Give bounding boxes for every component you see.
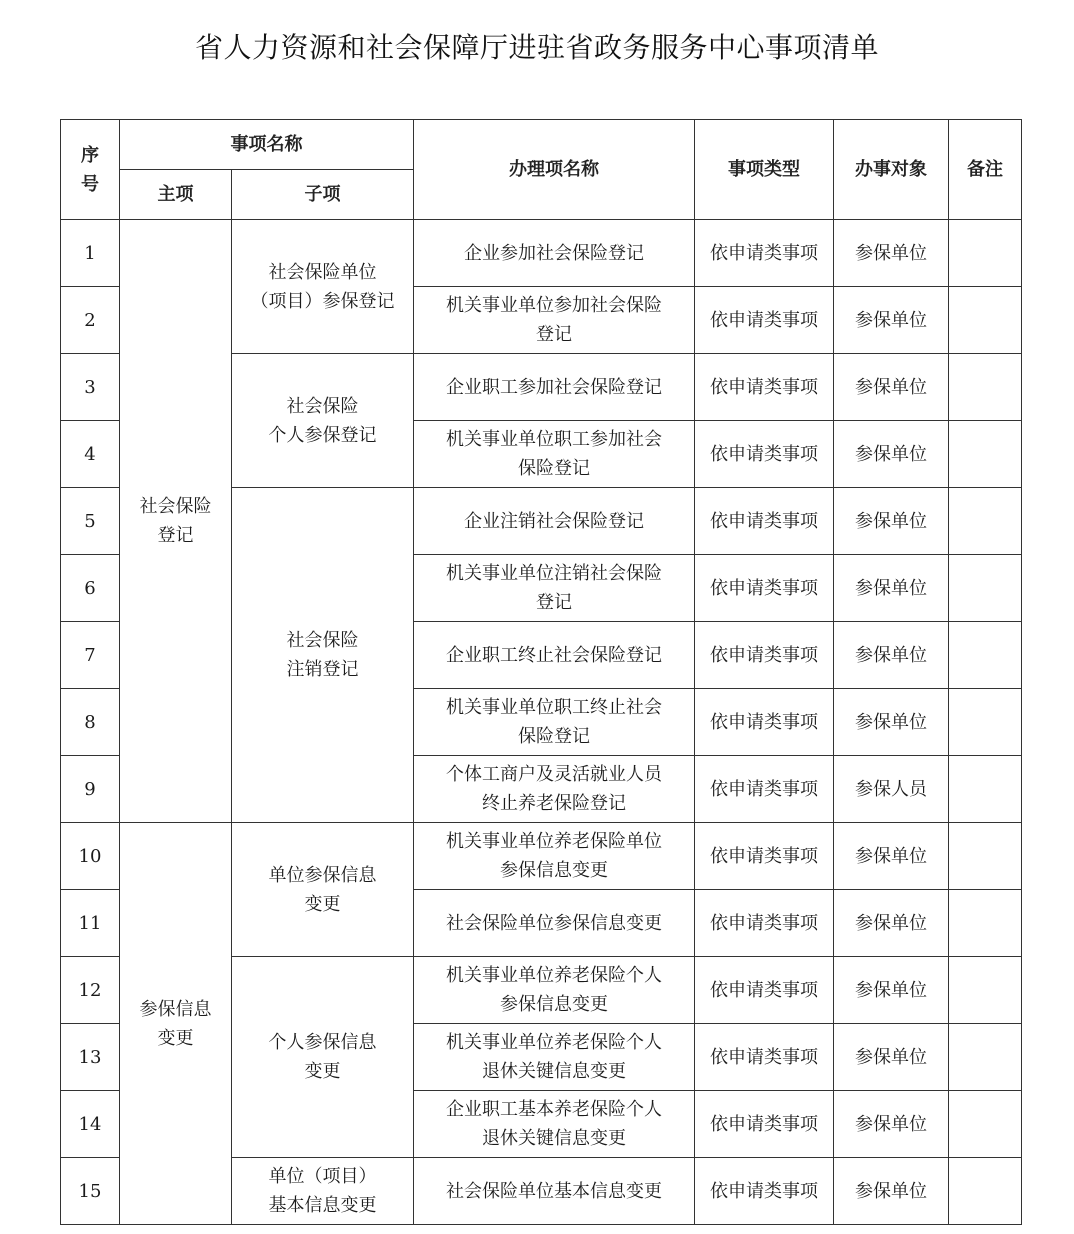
process-name-cell xyxy=(414,890,695,957)
item-type-cell: 依申请类事项 xyxy=(695,354,834,421)
remark-cell xyxy=(949,756,1022,823)
row-number: 6 xyxy=(61,555,120,622)
cell-line: 社会保险单位 xyxy=(268,261,377,283)
item-type-cell: 依申请类事项 xyxy=(695,220,834,287)
row-number: 10 xyxy=(61,823,120,890)
remark-cell xyxy=(949,689,1022,756)
cell-line: 机关事业单位职工终止社会 xyxy=(446,697,662,718)
cell-line: 社会保险单位参保信息变更 xyxy=(446,912,662,934)
target-cell: 参保单位 xyxy=(834,354,949,421)
remark-cell xyxy=(949,622,1022,689)
item-type-cell: 依申请类事项 xyxy=(695,622,834,689)
target-cell: 参保单位 xyxy=(834,555,949,622)
remark-cell xyxy=(949,890,1022,957)
row-number: 3 xyxy=(61,354,120,421)
remark-cell xyxy=(949,1158,1022,1225)
process-name-cell xyxy=(414,1024,695,1091)
cell-line: 退休关键信息变更 xyxy=(482,1061,626,1082)
row-number: 1 xyxy=(61,220,120,287)
target-cell: 参保单位 xyxy=(834,1091,949,1158)
target-cell: 参保单位 xyxy=(834,421,949,488)
target-cell: 参保单位 xyxy=(834,220,949,287)
row-number: 5 xyxy=(61,488,120,555)
item-list-table xyxy=(60,119,1022,1225)
remark-cell xyxy=(949,555,1022,622)
cell-line: 社会保险 xyxy=(139,496,212,517)
row-number: 9 xyxy=(61,756,120,823)
header-process: 办理项名称 xyxy=(414,120,695,220)
cell-line: 企业职工终止社会保险登记 xyxy=(446,644,662,666)
process-name-cell xyxy=(414,756,695,823)
process-name-cell xyxy=(414,823,695,890)
item-type-cell: 依申请类事项 xyxy=(695,890,834,957)
row-number: 12 xyxy=(61,957,120,1024)
cell-line: 企业职工基本养老保险个人 xyxy=(446,1099,662,1120)
cell-line: 终止养老保险登记 xyxy=(482,793,626,814)
row-number: 13 xyxy=(61,1024,120,1091)
cell-line: 退休关键信息变更 xyxy=(482,1128,626,1149)
cell-line: （项目）参保登记 xyxy=(250,290,395,312)
sub-item-cell xyxy=(232,354,414,488)
cell-line: 参保信息变更 xyxy=(500,994,608,1015)
row-number: 11 xyxy=(61,890,120,957)
process-name-cell xyxy=(414,488,695,555)
remark-cell xyxy=(949,1024,1022,1091)
target-cell: 参保单位 xyxy=(834,890,949,957)
header-remark: 备注 xyxy=(949,120,1022,220)
target-cell: 参保单位 xyxy=(834,287,949,354)
main-item-cell xyxy=(120,220,232,823)
cell-line: 基本信息变更 xyxy=(268,1195,377,1216)
cell-line: 参保信息变更 xyxy=(500,860,608,881)
remark-cell xyxy=(949,287,1022,354)
remark-cell xyxy=(949,354,1022,421)
cell-line: 单位参保信息 xyxy=(268,864,377,886)
remark-cell xyxy=(949,488,1022,555)
process-name-cell xyxy=(414,354,695,421)
process-name-cell xyxy=(414,421,695,488)
process-name-cell xyxy=(414,957,695,1024)
remark-cell xyxy=(949,957,1022,1024)
cell-line: 登记 xyxy=(536,592,572,613)
target-cell: 参保单位 xyxy=(834,823,949,890)
item-type-cell: 依申请类事项 xyxy=(695,421,834,488)
cell-line: 登记 xyxy=(536,324,572,345)
row-number: 14 xyxy=(61,1091,120,1158)
header-row xyxy=(61,120,1022,170)
cell-line: 企业参加社会保险登记 xyxy=(464,242,644,264)
item-type-cell: 依申请类事项 xyxy=(695,756,834,823)
sub-item-cell xyxy=(232,220,414,354)
cell-line: 保险登记 xyxy=(518,458,590,479)
process-name-cell xyxy=(414,689,695,756)
target-cell: 参保单位 xyxy=(834,689,949,756)
cell-line: 企业职工参加社会保险登记 xyxy=(446,376,662,398)
sub-item-cell xyxy=(232,823,414,957)
cell-line: 机关事业单位养老保险单位 xyxy=(446,831,662,852)
process-name-cell xyxy=(414,555,695,622)
row-number: 8 xyxy=(61,689,120,756)
row-number: 7 xyxy=(61,622,120,689)
item-type-cell: 依申请类事项 xyxy=(695,287,834,354)
page-title: 省人力资源和社会保障厅进驻省政务服务中心事项清单 xyxy=(194,31,879,64)
cell-line: 保险登记 xyxy=(518,726,590,747)
cell-line: 变更 xyxy=(304,1061,341,1082)
cell-line: 社会保险 xyxy=(286,630,359,651)
cell-line: 机关事业单位参加社会保险 xyxy=(446,295,662,316)
table-row xyxy=(61,823,1022,890)
main-item-cell xyxy=(120,823,232,1225)
header-main: 主项 xyxy=(120,170,232,220)
header-seq: 序 号 xyxy=(61,120,120,220)
item-type-cell: 依申请类事项 xyxy=(695,555,834,622)
table-row xyxy=(61,220,1022,287)
item-type-cell: 依申请类事项 xyxy=(695,957,834,1024)
cell-line: 个体工商户及灵活就业人员 xyxy=(446,764,662,785)
target-cell: 参保单位 xyxy=(834,1024,949,1091)
item-type-cell: 依申请类事项 xyxy=(695,823,834,890)
item-type-cell: 依申请类事项 xyxy=(695,1024,834,1091)
sub-item-cell xyxy=(232,488,414,823)
target-cell: 参保单位 xyxy=(834,957,949,1024)
cell-line: 单位（项目） xyxy=(268,1166,377,1187)
remark-cell xyxy=(949,421,1022,488)
row-number: 15 xyxy=(61,1158,120,1225)
remark-cell xyxy=(949,1091,1022,1158)
cell-line: 机关事业单位养老保险个人 xyxy=(446,965,662,986)
header-sub: 子项 xyxy=(232,170,414,220)
cell-line: 机关事业单位养老保险个人 xyxy=(446,1032,662,1053)
row-number: 2 xyxy=(61,287,120,354)
sub-item-cell xyxy=(232,1158,414,1225)
cell-line: 个人参保信息 xyxy=(268,1032,377,1053)
item-type-cell: 依申请类事项 xyxy=(695,1091,834,1158)
cell-line: 个人参保登记 xyxy=(268,424,377,446)
cell-line: 变更 xyxy=(157,1027,194,1049)
item-type-cell: 依申请类事项 xyxy=(695,1158,834,1225)
row-number: 4 xyxy=(61,421,120,488)
remark-cell xyxy=(949,823,1022,890)
cell-line: 社会保险 xyxy=(286,395,359,417)
cell-line: 机关事业单位注销社会保险 xyxy=(446,563,662,584)
item-type-cell: 依申请类事项 xyxy=(695,488,834,555)
cell-line: 注销登记 xyxy=(286,659,359,680)
cell-line: 企业注销社会保险登记 xyxy=(464,510,644,532)
process-name-cell xyxy=(414,287,695,354)
cell-line: 社会保险单位基本信息变更 xyxy=(446,1180,662,1202)
process-name-cell xyxy=(414,622,695,689)
process-name-cell xyxy=(414,220,695,287)
cell-line: 参保信息 xyxy=(139,998,212,1020)
target-cell: 参保单位 xyxy=(834,1158,949,1225)
target-cell: 参保单位 xyxy=(834,488,949,555)
process-name-cell xyxy=(414,1158,695,1225)
cell-line: 机关事业单位职工参加社会 xyxy=(446,429,662,450)
target-cell: 参保单位 xyxy=(834,622,949,689)
item-type-cell: 依申请类事项 xyxy=(695,689,834,756)
remark-cell xyxy=(949,220,1022,287)
cell-line: 变更 xyxy=(304,893,341,915)
header-item-name: 事项名称 xyxy=(120,120,414,170)
header-type: 事项类型 xyxy=(695,120,834,220)
header-target: 办事对象 xyxy=(834,120,949,220)
cell-line: 登记 xyxy=(157,525,194,546)
target-cell: 参保人员 xyxy=(834,756,949,823)
sub-item-cell xyxy=(232,957,414,1158)
process-name-cell xyxy=(414,1091,695,1158)
